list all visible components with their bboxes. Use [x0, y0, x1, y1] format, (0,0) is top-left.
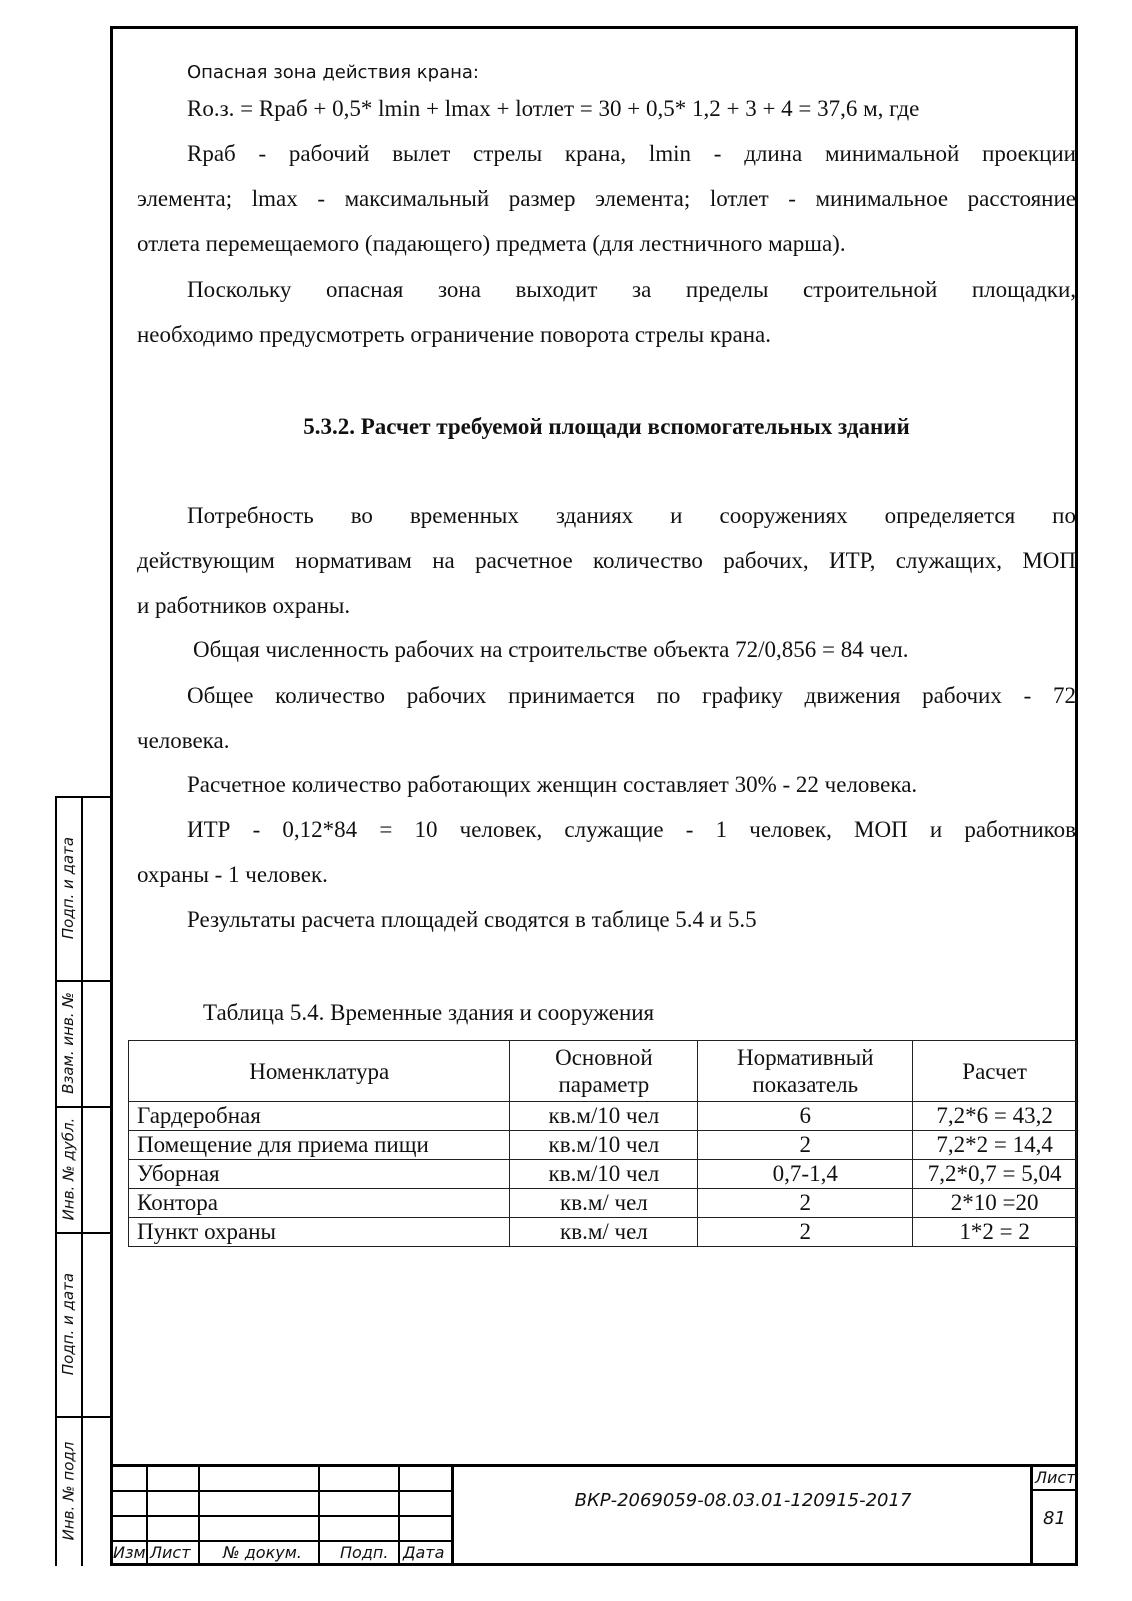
itr-line-1: ИТР - 0,12*84 = 10 человек, служащие - 1 человек, МОП и работников [187, 817, 1076, 842]
women-line: Расчетное количество работающих женщин составляет 30% - 22 человека. [187, 772, 918, 797]
cell-nomenclature: Контора [129, 1189, 510, 1218]
sheet-label: Лист [1035, 1468, 1076, 1487]
cell-calculation: 7,2*0,7 = 5,04 [913, 1160, 1077, 1189]
col-label-date: Дата [403, 1543, 445, 1562]
table-row [129, 1131, 1077, 1160]
formula-line: Rо.з. = Rраб + 0,5* lmin + lmax + lотлет = 30 + 0,5* 1,2 + 3 + 4 = 37,6 м, где [187, 96, 920, 121]
count-line-2: человека. [137, 728, 230, 753]
header-main-parameter: Основной параметр [510, 1041, 698, 1102]
side-stamp-inner-line [81, 796, 83, 1566]
need-line-3: и работников охраны. [137, 593, 351, 618]
need-line-1: Потребность во временных зданиях и сооружениях определяется по [187, 503, 1076, 528]
table-row [129, 1218, 1077, 1247]
title-block-row-line [110, 1540, 453, 1542]
definition-line-1: Rраб - рабочий вылет стрелы крана, lmin - длина минимальной проекции [187, 141, 1076, 166]
cell-normative: 6 [698, 1102, 913, 1131]
definition-line-3: отлета перемещаемого (падающего) предмета (для лестничного марша). [137, 231, 846, 256]
table-row [129, 1189, 1077, 1218]
title-block-col-line [451, 1464, 454, 1566]
cell-calculation: 7,2*2 = 14,4 [913, 1131, 1077, 1160]
total-workers-line: Общая численность рабочих на строительстве объекта 72/0,856 = 84 чел. [193, 637, 909, 662]
table-row [129, 1102, 1077, 1131]
table-row [129, 1160, 1077, 1189]
title-block-col-line [398, 1464, 400, 1566]
side-label-replace-inv: Взам. инв. № [59, 992, 77, 1094]
cell-parameter: кв.м/10 чел [510, 1160, 698, 1189]
definition-line-2: элемента; lmax - максимальный размер элемента; lотлет - минимальное расстояние [137, 186, 1076, 211]
section-heading: 5.3.2. Расчет требуемой площади вспомогательных зданий [303, 414, 910, 439]
table-caption: Таблица 5.4. Временные здания и сооружения [203, 1000, 655, 1025]
sheet-number: 81 [1043, 1508, 1066, 1529]
need-line-2: действующим нормативам на расчетное количество рабочих, ИТР, служащих, МОП [137, 548, 1076, 573]
cell-parameter: кв.м/ чел [510, 1189, 698, 1218]
cell-normative: 2 [698, 1189, 913, 1218]
col-label-change: Изм [113, 1543, 146, 1562]
title-block-col-line [146, 1464, 148, 1566]
side-label-dup-inv: Инв. № дубл. [59, 1117, 78, 1221]
cell-calculation: 1*2 = 2 [913, 1218, 1077, 1247]
header-normative: Нормативный показатель [698, 1041, 913, 1102]
side-label-sign-date-1: Подп. и дата [59, 836, 77, 940]
title-block-row-line [110, 1490, 453, 1492]
col-label-doc-number: № докум. [223, 1543, 302, 1562]
title-block-col-line [198, 1464, 200, 1566]
cell-nomenclature: Гардеробная [129, 1102, 510, 1131]
col-label-sheet: Лист [150, 1543, 191, 1562]
since-line-2: необходимо предусмотреть ограничение поворота стрелы крана. [137, 322, 772, 347]
cell-nomenclature: Пункт охраны [129, 1218, 510, 1247]
cell-calculation: 7,2*6 = 43,2 [913, 1102, 1077, 1131]
document-code: ВКР-2069059-08.03.01-120915-2017 [574, 1490, 912, 1511]
title-block [110, 1464, 1078, 1566]
results-line: Результаты расчета площадей сводятся в таблице 5.4 и 5.5 [187, 907, 757, 932]
title-block-top-line [110, 1464, 1078, 1467]
cell-normative: 0,7-1,4 [698, 1160, 913, 1189]
cell-calculation: 2*10 =20 [913, 1189, 1077, 1218]
title-block-col-line [1030, 1464, 1033, 1566]
header-calculation: Расчет [913, 1041, 1077, 1102]
title-block-row-line [110, 1515, 453, 1517]
count-line-1: Общее количество рабочих принимается по графику движения рабочих - 72 [187, 683, 1076, 708]
cell-parameter: кв.м/10 чел [510, 1102, 698, 1131]
side-label-sign-date-2: Подп. и дата [59, 1272, 77, 1376]
danger-zone-title: Опасная зона действия крана: [187, 62, 479, 83]
table-header-row [129, 1041, 1077, 1102]
cell-normative: 2 [698, 1131, 913, 1160]
side-label-original-inv: Инв. № подл [59, 1441, 77, 1541]
itr-line-2: охраны - 1 человек. [137, 862, 328, 887]
sheet-divider-line [1030, 1489, 1078, 1491]
header-nomenclature: Номенклатура [129, 1041, 510, 1102]
cell-nomenclature: Уборная [129, 1160, 510, 1189]
temporary-buildings-table [128, 1040, 1077, 1247]
cell-parameter: кв.м/10 чел [510, 1131, 698, 1160]
title-block-col-line [318, 1464, 320, 1566]
side-stamp [55, 796, 110, 1566]
cell-nomenclature: Помещение для приема пищи [129, 1131, 510, 1160]
since-line-1: Поскольку опасная зона выходит за пределы строительной площадки, [187, 277, 1076, 302]
cell-parameter: кв.м/ чел [510, 1218, 698, 1247]
cell-normative: 2 [698, 1218, 913, 1247]
col-label-signature: Подп. [340, 1543, 389, 1562]
